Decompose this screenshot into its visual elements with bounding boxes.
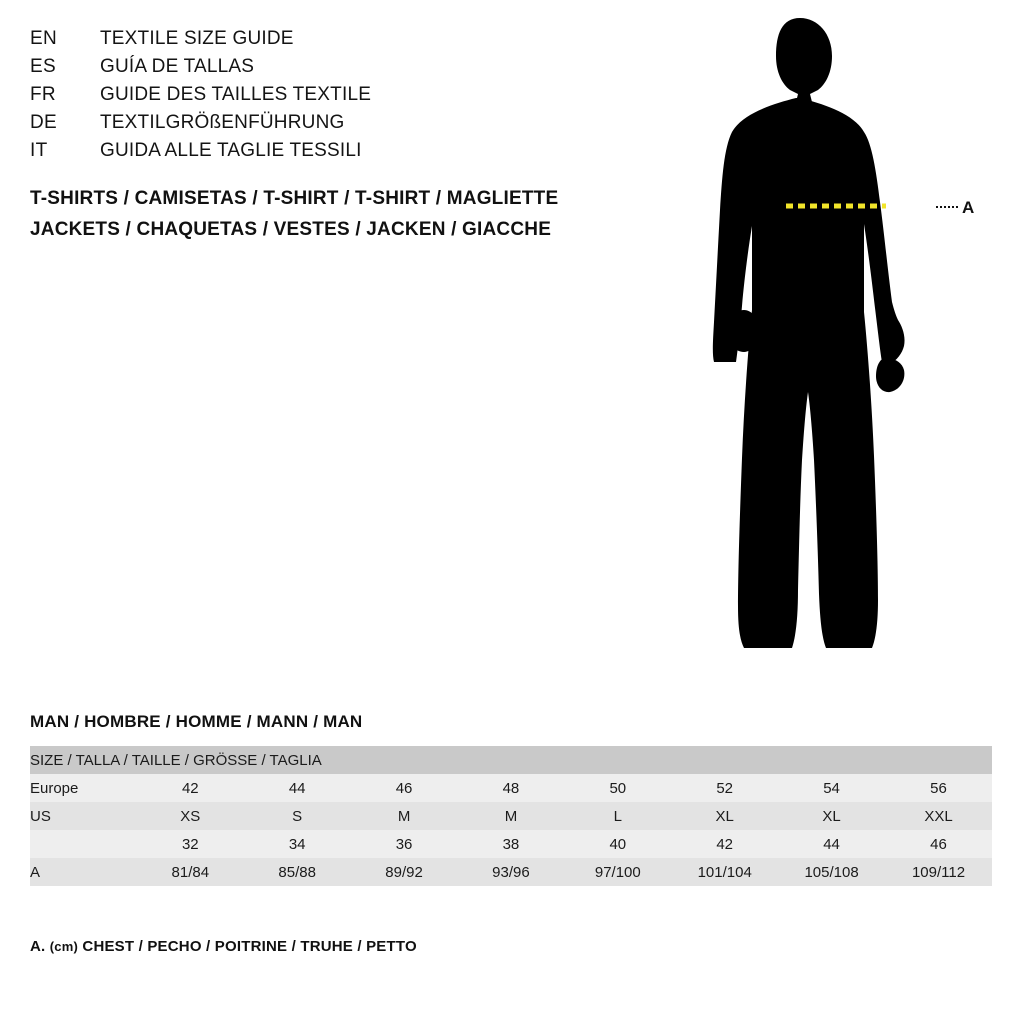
cell-numeric-2: 36 <box>351 830 458 858</box>
cell-europe-4: 50 <box>564 774 671 802</box>
language-code: ES <box>30 56 56 77</box>
table-title-man: MAN / HOMBRE / HOMME / MANN / MAN <box>30 712 363 731</box>
table-header-row <box>30 746 992 774</box>
language-row <box>30 84 670 112</box>
table-row <box>30 802 992 830</box>
row-label-us: US <box>30 802 137 830</box>
silhouette-svg <box>700 10 1010 670</box>
language-code: IT <box>30 140 48 161</box>
cell-numeric-6: 44 <box>778 830 885 858</box>
cell-europe-5: 52 <box>671 774 778 802</box>
measure-leader-line <box>936 206 958 210</box>
cell-a-3: 93/96 <box>458 858 565 886</box>
cell-a-2: 89/92 <box>351 858 458 886</box>
language-title: GUÍA DE TALLAS <box>100 56 255 77</box>
footnote-prefix: A. <box>30 938 46 955</box>
language-title: GUIDE DES TAILLES TEXTILE <box>100 84 372 105</box>
language-code: EN <box>30 28 57 49</box>
language-row <box>30 56 670 84</box>
cell-us-1: S <box>244 802 351 830</box>
row-label-a: A <box>30 858 137 886</box>
cell-europe-0: 42 <box>137 774 244 802</box>
cell-numeric-3: 38 <box>458 830 565 858</box>
cell-europe-2: 46 <box>351 774 458 802</box>
male-silhouette-figure <box>700 10 1010 670</box>
measure-label-a: A <box>962 198 975 217</box>
row-label-numeric <box>30 830 137 858</box>
cell-numeric-0: 32 <box>137 830 244 858</box>
language-title: TEXTILE SIZE GUIDE <box>100 28 294 49</box>
cell-a-6: 105/108 <box>778 858 885 886</box>
garment-category-block <box>30 188 730 250</box>
row-label-europe: Europe <box>30 774 137 802</box>
garment-category-tshirts: T-SHIRTS / CAMISETAS / T-SHIRT / T-SHIRT / MAGLIETTE <box>30 188 559 209</box>
table-row <box>30 858 992 886</box>
language-row <box>30 28 670 56</box>
footnote-unit: (cm) <box>49 939 79 954</box>
table-row <box>30 774 992 802</box>
language-code: DE <box>30 112 57 133</box>
language-row <box>30 112 670 140</box>
cell-us-2: M <box>351 802 458 830</box>
footnote-text: CHEST / PECHO / POITRINE / TRUHE / PETTO <box>82 938 417 955</box>
cell-a-0: 81/84 <box>137 858 244 886</box>
language-title: GUIDA ALLE TAGLIE TESSILI <box>100 140 362 161</box>
table-row <box>30 830 992 858</box>
cell-europe-3: 48 <box>458 774 565 802</box>
garment-category-jackets: JACKETS / CHAQUETAS / VESTES / JACKEN / GIACCHE <box>30 219 552 240</box>
size-table <box>30 746 992 886</box>
cell-us-5: XL <box>671 802 778 830</box>
cell-us-4: L <box>564 802 671 830</box>
cell-europe-7: 56 <box>885 774 992 802</box>
cell-numeric-5: 42 <box>671 830 778 858</box>
cell-numeric-7: 46 <box>885 830 992 858</box>
cell-us-3: M <box>458 802 565 830</box>
cell-a-7: 109/112 <box>885 858 992 886</box>
cell-numeric-4: 40 <box>564 830 671 858</box>
cell-us-0: XS <box>137 802 244 830</box>
cell-europe-6: 54 <box>778 774 885 802</box>
cell-a-4: 97/100 <box>564 858 671 886</box>
cell-a-1: 85/88 <box>244 858 351 886</box>
language-row <box>30 140 670 168</box>
language-title-block <box>30 28 670 168</box>
language-code: FR <box>30 84 56 105</box>
cell-numeric-1: 34 <box>244 830 351 858</box>
cell-us-7: XXL <box>885 802 992 830</box>
footnote-chest <box>30 938 417 955</box>
cell-europe-1: 44 <box>244 774 351 802</box>
language-title: TEXTILGRÖßENFÜHRUNG <box>100 112 345 133</box>
size-table-section <box>30 712 992 886</box>
table-header-label: SIZE / TALLA / TAILLE / GRÖSSE / TAGLIA <box>30 746 992 774</box>
cell-us-6: XL <box>778 802 885 830</box>
cell-a-5: 101/104 <box>671 858 778 886</box>
